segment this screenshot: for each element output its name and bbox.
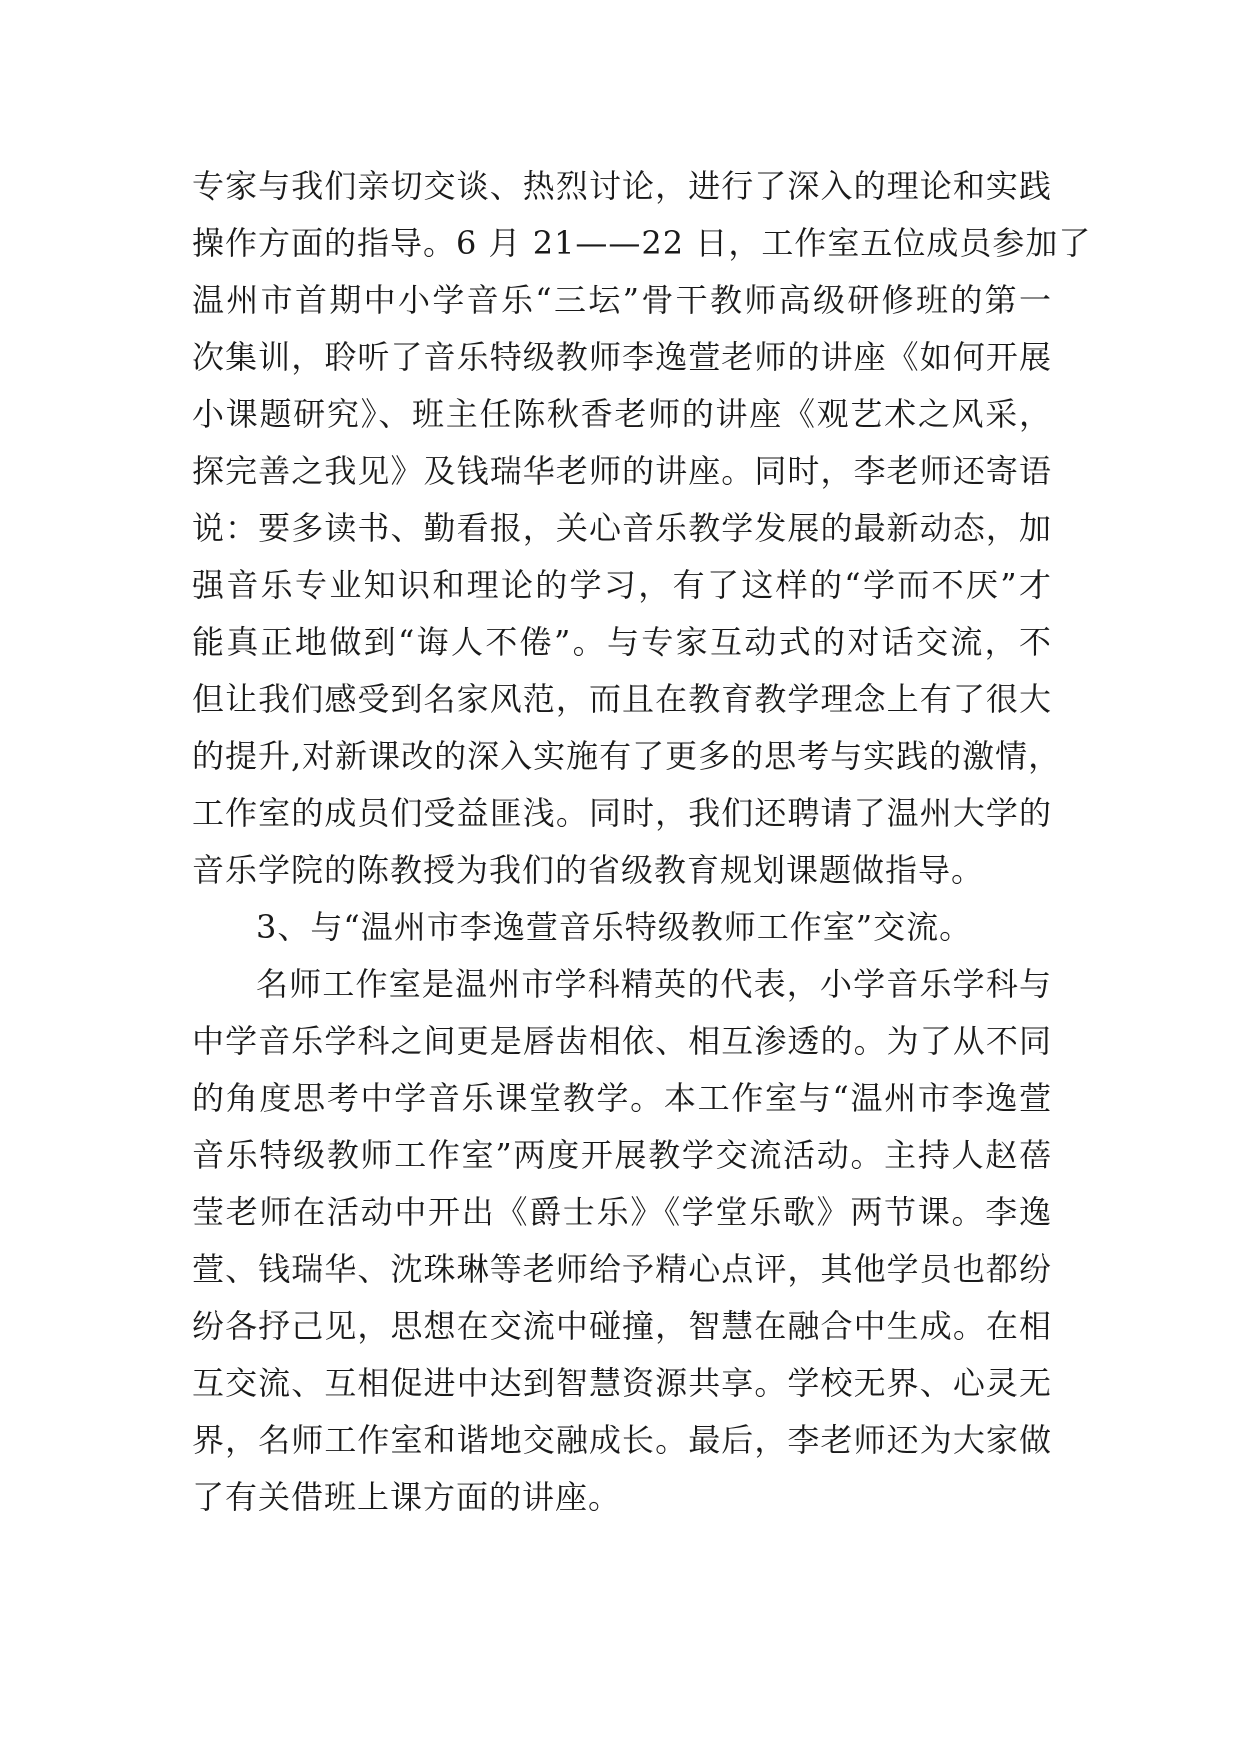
- paragraph-line: 界，名师工作室和谐地交融成长。最后，李老师还为大家做: [192, 1421, 1052, 1459]
- paragraph-line: 莹老师在活动中开出《爵士乐》《学堂乐歌》两节课。李逸: [192, 1193, 1052, 1231]
- paragraph-line: 名师工作室是温州市学科精英的代表，小学音乐学科与: [256, 965, 1052, 1003]
- paragraph-line: 温州市首期中小学音乐“三坛”骨干教师高级研修班的第一: [192, 281, 1052, 319]
- paragraph-line: 小课题研究》、班主任陈秋香老师的讲座《观艺术之风采，: [192, 395, 1052, 433]
- paragraph-line: 说：要多读书、勤看报，关心音乐教学发展的最新动态，加: [192, 509, 1052, 547]
- paragraph-line: 了有关借班上课方面的讲座。: [192, 1478, 622, 1516]
- paragraph-line: 中学音乐学科之间更是唇齿相依、相互渗透的。为了从不同: [192, 1022, 1052, 1060]
- paragraph-line: 的角度思考中学音乐课堂教学。本工作室与“温州市李逸萱: [192, 1079, 1052, 1117]
- document-body: [192, 158, 1092, 1526]
- paragraph-line: 操作方面的指导。6 月 21——22 日，工作室五位成员参加了: [192, 224, 1092, 262]
- paragraph-1: [192, 158, 1092, 899]
- paragraph-line: 强音乐专业知识和理论的学习，有了这样的“学而不厌”才: [192, 566, 1052, 604]
- paragraph-line: 次集训，聆听了音乐特级教师李逸萱老师的讲座《如何开展: [192, 338, 1052, 376]
- paragraph-line: 音乐学院的陈教授为我们的省级教育规划课题做指导。: [192, 851, 985, 889]
- paragraph-line: 但让我们感受到名家风范，而且在教育教学理念上有了很大: [192, 680, 1052, 718]
- paragraph-2: [192, 956, 1052, 1526]
- paragraph-line: 探完善之我见》及钱瑞华老师的讲座。同时，李老师还寄语: [192, 452, 1052, 490]
- paragraph-line: 纷各抒己见，思想在交流中碰撞，智慧在融合中生成。在相: [192, 1307, 1052, 1345]
- paragraph-line: 互交流、互相促进中达到智慧资源共享。学校无界、心灵无: [192, 1364, 1052, 1402]
- paragraph-line: 的提升,对新课改的深入实施有了更多的思考与实践的激情，: [192, 737, 1062, 775]
- paragraph-line: 萱、钱瑞华、沈珠琳等老师给予精心点评，其他学员也都纷: [192, 1250, 1052, 1288]
- paragraph-line: 工作室的成员们受益匪浅。同时，我们还聘请了温州大学的: [192, 794, 1052, 832]
- section-heading: 3、与“温州市李逸萱音乐特级教师工作室”交流。: [256, 908, 973, 946]
- paragraph-line: 能真正地做到“诲人不倦”。与专家互动式的对话交流，不: [192, 623, 1052, 661]
- paragraph-line: 音乐特级教师工作室”两度开展教学交流活动。主持人赵蓓: [192, 1136, 1052, 1174]
- paragraph-line: 专家与我们亲切交谈、热烈讨论，进行了深入的理论和实践: [192, 167, 1052, 205]
